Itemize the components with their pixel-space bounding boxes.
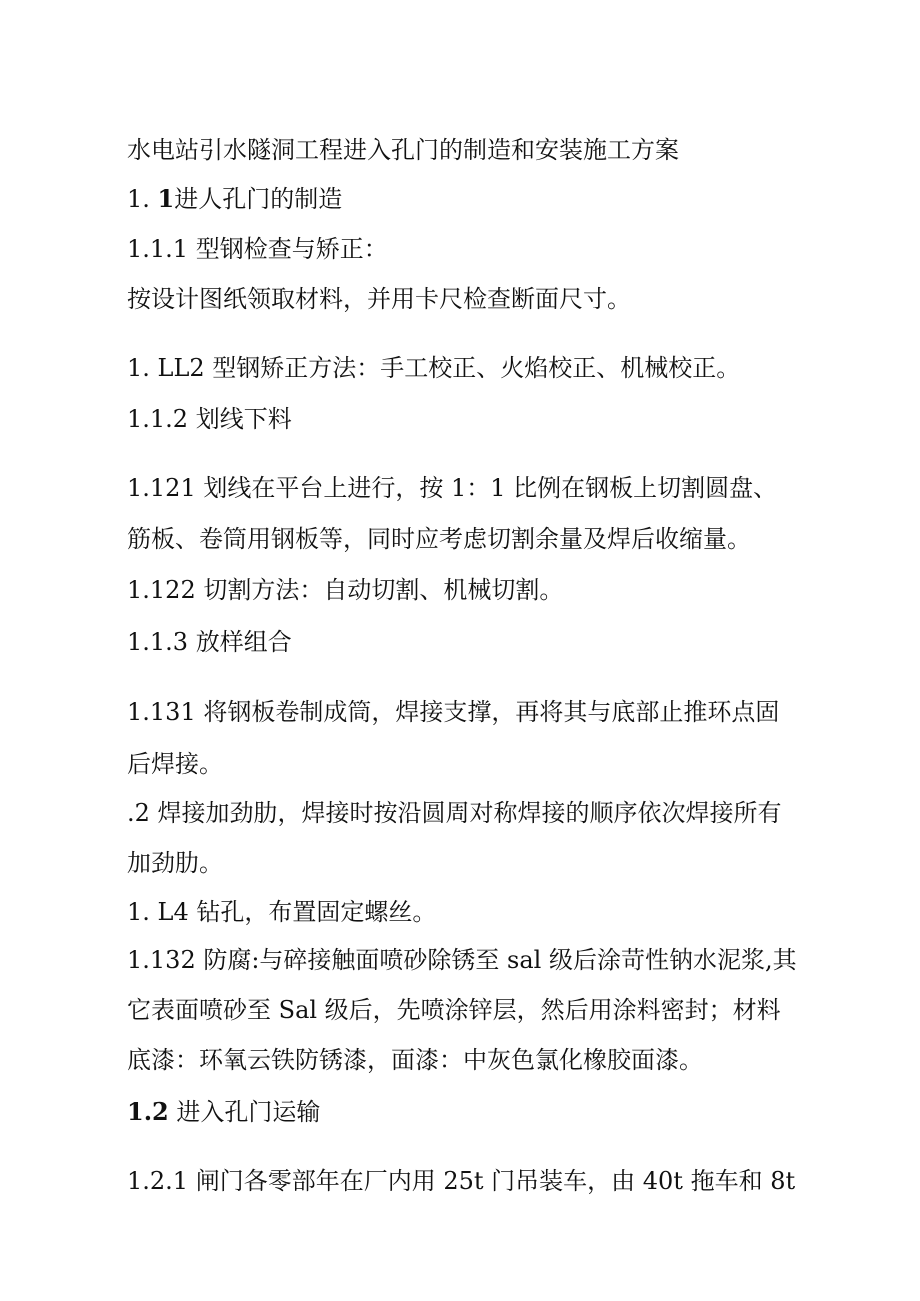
paragraph-marking-line1: 1.121 划线在平台上进行，按 1：1 比例在钢板上切割圆盘、 — [127, 474, 778, 502]
section-heading-1-1 — [127, 184, 342, 214]
paragraph-marking-line2: 筋板、卷筒用钢板等，同时应考虑切割余量及焊后收缩量。 — [127, 525, 751, 553]
paragraph-rolling-line1: 1.131 将钢板卷制成筒，焊接支撑，再将其与底部止推环点固 — [127, 698, 780, 726]
section-title: 进人孔门的制造 — [174, 185, 343, 213]
paragraph-correction-method: 1. LL2 型钢矫正方法：手工校正、火焰校正、机械校正。 — [127, 354, 741, 382]
section-title: 进入孔门运输 — [168, 1098, 321, 1126]
paragraph-material-check: 按设计图纸领取材料，并用卡尺检查断面尺寸。 — [127, 285, 631, 313]
paragraph-rolling-line2: 后焊接。 — [127, 750, 223, 778]
document-title: 水电站引水隧洞工程进入孔门的制造和安装施工方案 — [127, 136, 679, 164]
subsection-heading-1-1-1: 1.1.1 型钢检查与矫正： — [127, 235, 388, 263]
section-heading-1-2 — [127, 1097, 320, 1127]
section-number: 1 — [157, 184, 175, 213]
paragraph-stiffener-line2: 加劲肋。 — [127, 849, 223, 877]
paragraph-drilling: 1. L4 钻孔，布置固定螺丝。 — [127, 898, 437, 926]
subsection-heading-1-1-3: 1.1.3 放样组合 — [127, 628, 292, 656]
paragraph-anticorrosion-line1: 1.132 防腐:与碎接触面喷砂除锈至 sal 级后涂苛性钠水泥浆,其 — [127, 946, 797, 974]
section-number-prefix: 1. — [127, 185, 158, 213]
paragraph-anticorrosion-line3: 底漆：环氧云铁防锈漆，面漆：中灰色氯化橡胶面漆。 — [127, 1046, 703, 1074]
paragraph-cutting-method: 1.122 切割方法：自动切割、机械切割。 — [127, 576, 564, 604]
paragraph-anticorrosion-line2: 它表面喷砂至 Sal 级后，先喷涂锌层，然后用涂料密封；材料 — [127, 996, 781, 1024]
paragraph-stiffener-line1: .2 焊接加劲肋，焊接时按沿圆周对称焊接的顺序依次焊接所有 — [127, 799, 782, 827]
paragraph-transport: 1.2.1 闸门各零部年在厂内用 25t 门吊装车，由 40t 拖车和 8t — [127, 1167, 796, 1195]
section-number: 1.2 — [127, 1097, 169, 1126]
subsection-heading-1-1-2: 1.1.2 划线下料 — [127, 405, 292, 433]
